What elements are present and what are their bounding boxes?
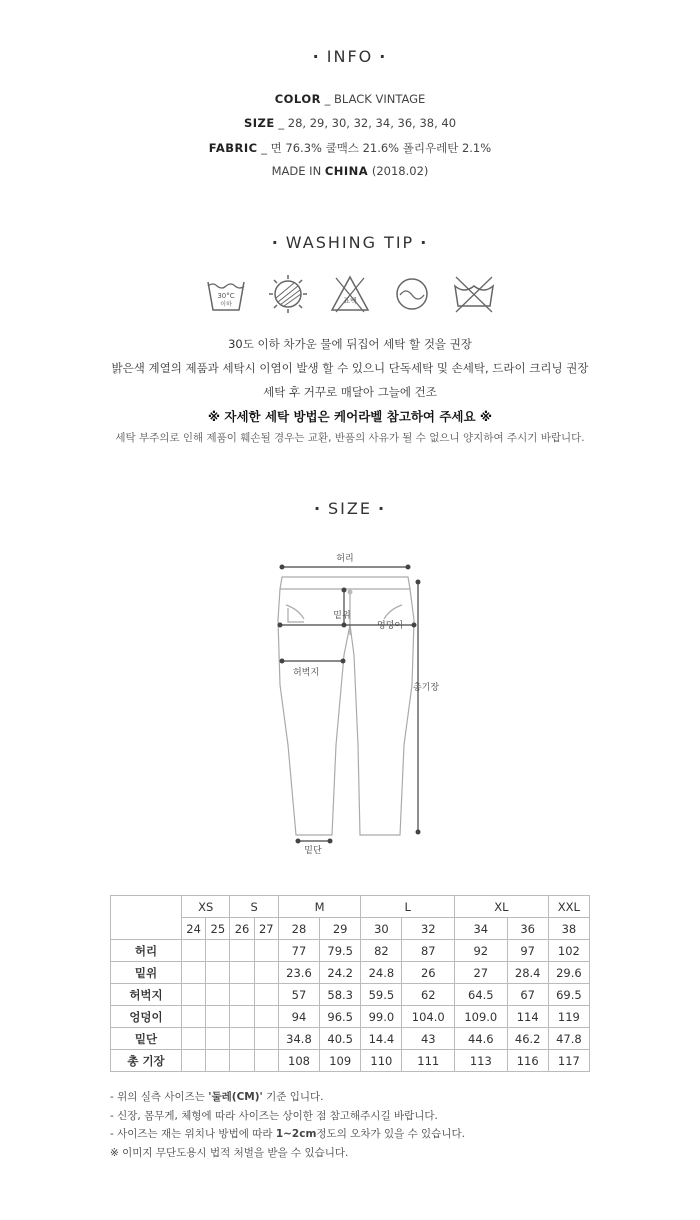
table-cell: 109 — [320, 1050, 361, 1072]
no-dryclean-icon — [452, 272, 496, 316]
table-cell: 104.0 — [402, 1006, 455, 1028]
size-number-row — [111, 918, 590, 940]
label-rise: 밑위 — [333, 611, 351, 621]
table-cell: 24.2 — [320, 962, 361, 984]
iron-low-icon — [390, 272, 434, 316]
table-cell — [230, 1050, 254, 1072]
group-xs: XS — [182, 896, 230, 918]
wash-line-2: 밝은색 계열의 제품과 세탁시 이염이 발생 할 수 있으니 단독세탁 및 손세탁, 드라이 크리닝 권장 — [111, 361, 589, 375]
no-tumble-dry-icon — [266, 272, 310, 316]
table-cell: 34.8 — [278, 1028, 319, 1050]
row-label: 허벅지 — [111, 984, 182, 1006]
table-cell — [206, 1006, 230, 1028]
table-row — [111, 1028, 590, 1050]
wash-line-3: 세탁 후 거꾸로 매달아 그늘에 건조 — [263, 385, 437, 399]
table-cell: 92 — [455, 940, 508, 962]
table-cell: 67 — [507, 984, 548, 1006]
table-cell: 96.5 — [320, 1006, 361, 1028]
table-cell: 23.6 — [278, 962, 319, 984]
table-cell — [182, 984, 206, 1006]
wash-sub-text: 이하 — [220, 301, 232, 308]
table-cell: 29.6 — [548, 962, 589, 984]
table-cell: 62 — [402, 984, 455, 1006]
row-label: 엉덩이 — [111, 1006, 182, 1028]
size-notes — [110, 1088, 465, 1162]
label-waist: 허리 — [336, 554, 354, 564]
table-cell: 40.5 — [320, 1028, 361, 1050]
table-cell — [254, 1050, 278, 1072]
label-hip: 엉덩이 — [376, 621, 404, 631]
wash-line-1: 30도 이하 차가운 물에 뒤집어 세탁 할 것을 권장 — [228, 337, 472, 351]
row-label: 허리 — [111, 940, 182, 962]
label-thigh: 허벅지 — [292, 668, 320, 678]
table-cell: 46.2 — [507, 1028, 548, 1050]
color-line: COLOR _ BLACK VINTAGE — [274, 92, 426, 106]
care-icons — [0, 272, 700, 316]
table-cell: 47.8 — [548, 1028, 589, 1050]
pants-diagram — [250, 545, 450, 860]
table-cell — [206, 1028, 230, 1050]
table-row — [111, 984, 590, 1006]
note-1: - 위의 실측 사이즈는 '둘레(CM)' 기준 입니다. — [110, 1091, 324, 1103]
size-col-header: 34 — [455, 918, 508, 940]
table-cell — [230, 1006, 254, 1028]
table-cell — [230, 1028, 254, 1050]
table-cell — [206, 1050, 230, 1072]
table-cell — [182, 962, 206, 984]
label-length: 총기장 — [412, 683, 440, 693]
table-cell: 58.3 — [320, 984, 361, 1006]
row-label: 밑위 — [111, 962, 182, 984]
table-cell — [206, 962, 230, 984]
table-cell: 87 — [402, 940, 455, 962]
table-cell: 57 — [278, 984, 319, 1006]
table-cell — [182, 1028, 206, 1050]
table-cell: 79.5 — [320, 940, 361, 962]
table-cell — [230, 984, 254, 1006]
table-row — [111, 940, 590, 962]
table-cell — [206, 940, 230, 962]
table-cell: 82 — [361, 940, 402, 962]
size-col-header: 38 — [548, 918, 589, 940]
size-col-header: 24 — [182, 918, 206, 940]
size-col-header: 25 — [206, 918, 230, 940]
table-cell — [230, 940, 254, 962]
group-header-row — [111, 896, 590, 918]
table-cell: 28.4 — [507, 962, 548, 984]
note-3: - 사이즈는 재는 위치나 방법에 따라 1~2cm정도의 오차가 있을 수 있습니다. — [110, 1128, 465, 1140]
row-label: 총 기장 — [111, 1050, 182, 1072]
size-col-header: 32 — [402, 918, 455, 940]
table-cell: 108 — [278, 1050, 319, 1072]
wash-line-5: 세탁 부주의로 인해 제품이 훼손될 경우는 교환, 반품의 사유가 될 수 없으니 양지하여 주시기 바랍니다. — [115, 432, 585, 444]
table-cell: 117 — [548, 1050, 589, 1072]
table-cell: 116 — [507, 1050, 548, 1072]
row-label: 밑단 — [111, 1028, 182, 1050]
size-col-header: 30 — [361, 918, 402, 940]
table-cell: 26 — [402, 962, 455, 984]
table-cell: 64.5 — [455, 984, 508, 1006]
table-cell: 99.0 — [361, 1006, 402, 1028]
table-cell — [206, 984, 230, 1006]
wash-temp-text: 30°C — [217, 292, 235, 300]
table-row — [111, 1050, 590, 1072]
measure-lines — [280, 567, 418, 841]
size-col-header: 28 — [278, 918, 319, 940]
table-cell: 14.4 — [361, 1028, 402, 1050]
table-cell: 69.5 — [548, 984, 589, 1006]
fabric-line: FABRIC _ 면 76.3% 쿨맥스 21.6% 폴리우레탄 2.1% — [208, 141, 492, 155]
size-line: SIZE _ 28, 29, 30, 32, 34, 36, 38, 40 — [243, 116, 457, 130]
note-2: - 신장, 몸무게, 체형에 따라 사이즈는 상이한 점 참고해주시길 바랍니다. — [110, 1109, 438, 1122]
size-title: · SIZE · — [313, 499, 387, 518]
size-col-header: 26 — [230, 918, 254, 940]
table-cell: 44.6 — [455, 1028, 508, 1050]
table-cell — [254, 1028, 278, 1050]
table-cell: 111 — [402, 1050, 455, 1072]
table-cell: 110 — [361, 1050, 402, 1072]
table-cell: 94 — [278, 1006, 319, 1028]
group-s: S — [230, 896, 278, 918]
table-cell — [182, 1050, 206, 1072]
size-col-header: 27 — [254, 918, 278, 940]
table-cell: 59.5 — [361, 984, 402, 1006]
table-cell: 24.8 — [361, 962, 402, 984]
table-cell: 119 — [548, 1006, 589, 1028]
size-col-header: 29 — [320, 918, 361, 940]
group-l: L — [361, 896, 455, 918]
table-row — [111, 1006, 590, 1028]
table-cell — [254, 962, 278, 984]
wash-30c-icon — [204, 272, 248, 316]
button-dot — [348, 590, 353, 595]
table-cell: 77 — [278, 940, 319, 962]
note-4: ※ 이미지 무단도용시 법적 처벌을 받을 수 있습니다. — [110, 1146, 349, 1159]
table-cell: 109.0 — [455, 1006, 508, 1028]
table-row — [111, 962, 590, 984]
group-xxl: XXL — [548, 896, 589, 918]
no-bleach-icon — [328, 272, 372, 316]
made-in-line: MADE IN CHINA (2018.02) — [271, 164, 429, 178]
bleach-text: 표백 — [343, 297, 357, 305]
size-col-header: 36 — [507, 918, 548, 940]
table-cell: 43 — [402, 1028, 455, 1050]
table-cell — [254, 1006, 278, 1028]
group-m: M — [278, 896, 360, 918]
washing-title: · WASHING TIP · — [271, 233, 429, 252]
label-hem: 밑단 — [304, 846, 322, 856]
info-title: · INFO · — [312, 47, 388, 66]
table-cell: 27 — [455, 962, 508, 984]
table-cell: 97 — [507, 940, 548, 962]
wash-line-4: ※ 자세한 세탁 방법은 케어라벨 참고하여 주세요 ※ — [207, 409, 493, 424]
table-cell — [230, 962, 254, 984]
group-xl: XL — [455, 896, 549, 918]
size-table — [110, 895, 590, 1072]
corner-cell — [111, 896, 182, 940]
table-cell — [182, 940, 206, 962]
table-cell: 113 — [455, 1050, 508, 1072]
table-cell: 114 — [507, 1006, 548, 1028]
table-cell: 102 — [548, 940, 589, 962]
table-cell — [182, 1006, 206, 1028]
table-cell — [254, 984, 278, 1006]
table-cell — [254, 940, 278, 962]
